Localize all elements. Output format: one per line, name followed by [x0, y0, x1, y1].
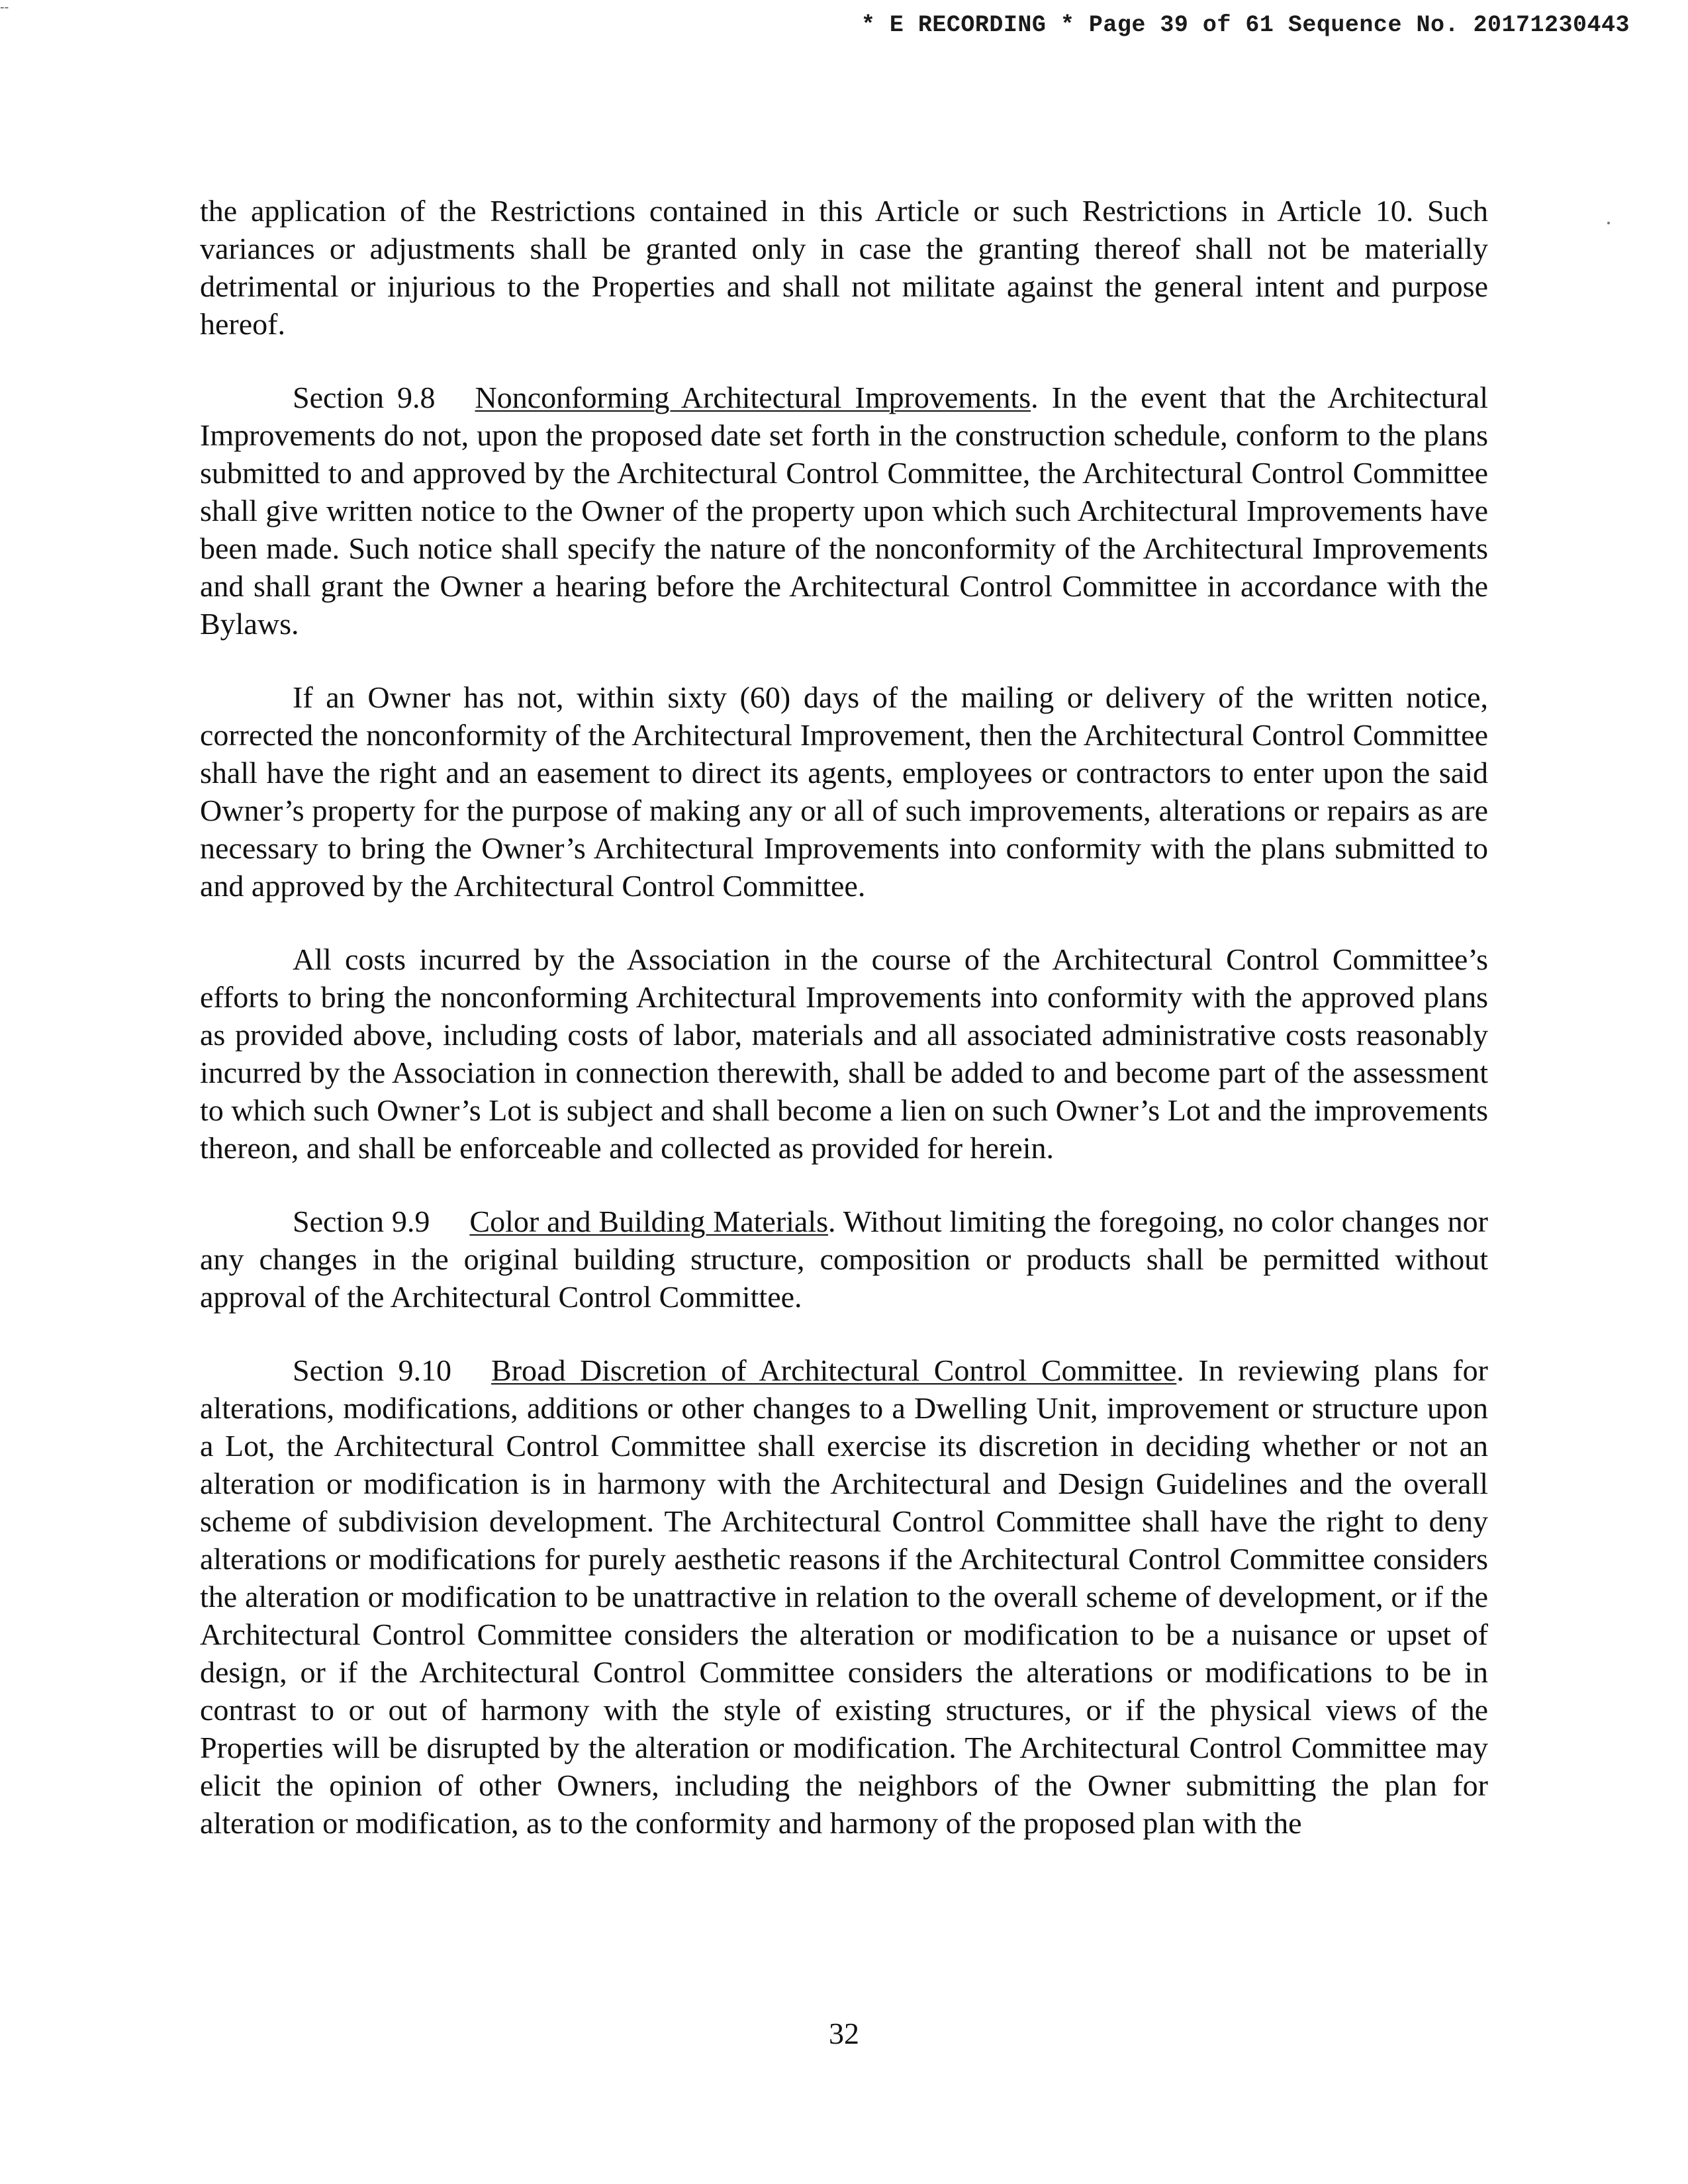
paragraph-owner-nonconformity	[200, 678, 1488, 905]
paragraph-text: . Without limiting the foregoing, no color changes nor any changes in the original building structure, composition or products shall be permitted without approval of the Architectural Control Committee.	[200, 1205, 1489, 1314]
corner-mark: --	[0, 0, 9, 15]
section-title: Nonconforming Architectural Improvements	[475, 381, 1031, 414]
paragraph-text: . In the event that the Architectural Improvements do not, upon the proposed date set forth in the construction schedule, conform to the plans submitted to and approved by the Architectural Control Committee, the Architectural Control Committee shall give written notice to the Owner of the property upon which such Architectural Improvements have been made. Such notice shall specify the nature of the nonconformity of the Architectural Improvements and shall grant the Owner a hearing before the Architectural Control Committee in accordance with the Bylaws.	[200, 381, 1488, 641]
recording-banner: * E RECORDING * Page 39 of 61 Sequence No. 20171230443	[861, 12, 1630, 38]
section-number: Section 9.9	[293, 1205, 430, 1238]
section-number: Section 9.10	[293, 1353, 452, 1387]
paragraph-text: . In reviewing plans for alterations, modifications, additions or other changes to a Dwelling Unit, improvement or structure upon a Lot, the Architectural Control Committee shall exercise its discretion in deciding whether or not an alteration or modification is in harmony with the Architectural and Design Guidelines and the overall scheme of subdivision development. The Architectural Control Committee shall have the right to deny alterations or modifications for purely aesthetic reasons if the Architectural Control Committee considers the alteration or modification to be unattractive in relation to the overall scheme of development, or if the Architectural Control Committee considers the alteration or modification to be a nuisance or upset of design, or if the Architectural Control Committee considers the alterations or modifications to be in contrast to or out of harmony with the style of existing structures, or if the physical views of the Properties will be disrupted by the alteration or modification. The Architectural Control Committee may elicit the opinion of other Owners, including the neighbors of the Owner submitting the plan for alteration or modification, as to the conformity and harmony of the proposed plan with the	[200, 1353, 1488, 1840]
section-9-9	[200, 1203, 1488, 1316]
paragraph-costs	[200, 940, 1488, 1167]
paragraph-text: All costs incurred by the Association in the course of the Architectural Control Committee’s efforts to bring the nonconforming Architectural Improvements into conformity with the approved plans as provided above, including costs of labor, materials and all associated administrative costs reasonably incurred by the Association in connection therewith, shall be added to and become part of the assessment to which such Owner’s Lot is subject and shall become a lien on such Owner’s Lot and the improvements thereon, and shall be enforceable and collected as provided for herein.	[200, 942, 1488, 1165]
section-title: Color and Building Materials	[469, 1205, 829, 1238]
section-number: Section 9.8	[293, 381, 436, 414]
section-9-8	[200, 379, 1488, 643]
page-number: 32	[829, 2017, 859, 2050]
section-title: Broad Discretion of Architectural Control Committee	[491, 1353, 1177, 1387]
section-9-10	[200, 1351, 1488, 1842]
paragraph-continuation	[200, 192, 1488, 343]
paragraph-text: the application of the Restrictions contained in this Article or such Restrictions in Article 10. Such variances or adjustments shall be granted only in case the granting thereof shall not be materially detrimental or injurious to the Properties and shall not militate against the general intent and purpose hereof.	[200, 194, 1488, 341]
scan-artifact-dot	[1607, 222, 1610, 224]
document-body	[200, 192, 1488, 1878]
paragraph-text: If an Owner has not, within sixty (60) days of the mailing or delivery of the written notice, corrected the nonconformity of the Architectural Improvement, then the Architectural Control Committee shall have the right and an easement to direct its agents, employees or contractors to enter upon the said Owner’s property for the purpose of making any or all of such improvements, alterations or repairs as are necessary to bring the Owner’s Architectural Improvements into conformity with the plans submitted to and approved by the Architectural Control Committee.	[200, 680, 1488, 903]
